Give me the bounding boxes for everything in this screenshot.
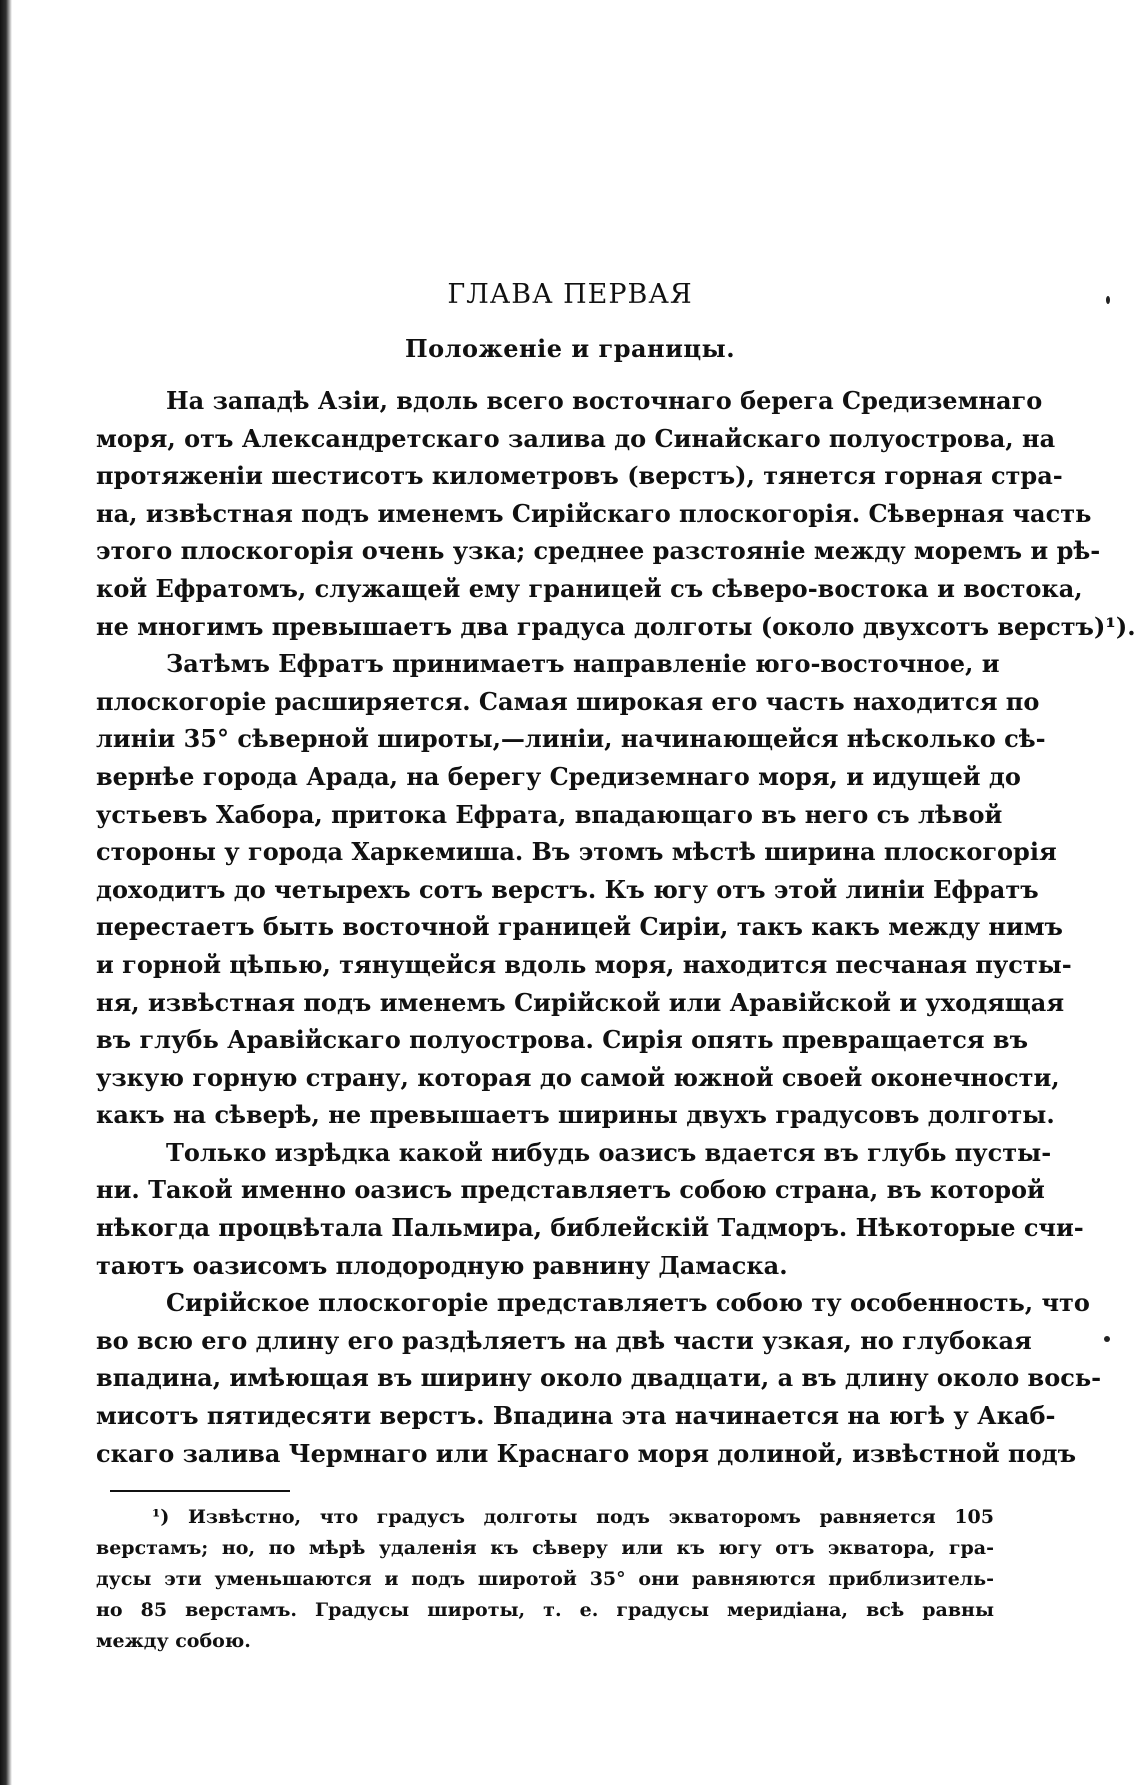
- text-line: не многимъ превышаетъ два градуса долготы (около двухсотъ верстъ)¹).: [96, 611, 1136, 641]
- text-line: ня, извѣстная подъ именемъ Сирійской или Аравійской и уходящая: [96, 987, 1065, 1017]
- footnote-line: верстамъ; но, по мѣрѣ удаленія къ сѣверу или къ югу отъ экватора, гра-: [96, 1537, 994, 1559]
- text-line: нѣкогда процвѣтала Пальмира, библейскій Тадморъ. Нѣкоторые счи-: [96, 1213, 1084, 1243]
- text-line: На западѣ Азіи, вдоль всего восточнаго берега Средиземнаго: [166, 386, 1043, 415]
- text-line: этого плоскогорія очень узка; среднее разстояніе между моремъ и рѣ-: [96, 536, 1101, 566]
- text-line: мисотъ пятидесяти верстъ. Впадина эта начинается на югѣ у Акаб-: [96, 1401, 1056, 1431]
- text-line: Сирійское плоскогоріе представляетъ собою ту особенность, что: [166, 1288, 1090, 1318]
- section-title: Положеніе и границы.: [404, 334, 736, 363]
- text-line: и горной цѣпью, тянущейся вдоль моря, находится песчаная пусты-: [96, 949, 1072, 979]
- binding-edge-shadow: [0, 0, 12, 1785]
- text-line: устьевъ Хабора, притока Ефрата, впадающаго въ него съ лѣвой: [96, 799, 1003, 829]
- footnotes: [96, 1502, 994, 1657]
- text-line: впадина, имѣющая въ ширину около двадцати, а въ длину около вось-: [96, 1363, 1102, 1393]
- text-line: скаго залива Чермнаго или Краснаго моря долиной, извѣстной подъ: [96, 1438, 1076, 1468]
- footnote-line: но 85 верстамъ. Градусы широты, т. е. градусы меридіана, всѣ равны: [96, 1599, 994, 1621]
- text-line: вернѣе города Арада, на берегу Средиземнаго моря, и идущей до: [96, 761, 1021, 791]
- text-line: ни. Такой именно оазисъ представляетъ собою страна, въ которой: [96, 1175, 1045, 1205]
- footnote-line: между собою.: [96, 1630, 251, 1652]
- text-line: какъ на сѣверѣ, не превышаетъ ширины двухъ градусовъ долготы.: [96, 1100, 1055, 1130]
- text-line: перестаетъ быть восточной границей Сиріи, такъ какъ между нимъ: [96, 912, 1063, 942]
- footnote-line: ¹) Извѣстно, что градусъ долготы подъ экваторомъ равняется 105: [152, 1506, 994, 1528]
- text-line: доходитъ до четырехъ сотъ верстъ. Къ югу отъ этой линіи Ефратъ: [96, 874, 1039, 904]
- text-line: на, извѣстная подъ именемъ Сирійскаго плоскогорія. Сѣверная часть: [96, 498, 1092, 528]
- text-line: Только изрѣдка какой нибудь оазисъ вдается въ глубь пусты-: [166, 1137, 1052, 1167]
- chapter-title: ГЛАВА ПЕРВАЯ: [447, 279, 693, 310]
- text-line: моря, отъ Александретскаго залива до Синайскаго полуострова, на: [96, 423, 1056, 453]
- text-line: таютъ оазисомъ плодородную равнину Дамаска.: [96, 1250, 788, 1280]
- scan-speck: [1104, 1336, 1110, 1342]
- text-line: протяженіи шестисотъ километровъ (верстъ), тянется горная стра-: [96, 461, 1063, 491]
- footnote-line: дусы эти уменьшаются и подъ широтой 35° они равняются приблизитель-: [96, 1568, 994, 1590]
- scan-speck: [1106, 296, 1110, 304]
- footnote-divider: [110, 1490, 290, 1492]
- text-line: стороны у города Харкемиша. Въ этомъ мѣстѣ ширина плоскогорія: [96, 837, 1057, 867]
- text-line: плоскогоріе расширяется. Самая широкая его часть находится по: [96, 686, 1040, 716]
- body-text: [96, 382, 1136, 1472]
- text-line: линіи 35° сѣверной широты,—линіи, начинающейся нѣсколько сѣ-: [96, 724, 1046, 754]
- text-line: узкую горную страну, которая до самой южной своей оконечности,: [96, 1062, 1060, 1092]
- text-line: Затѣмъ Ефратъ принимаетъ направленіе юго-восточное, и: [166, 649, 1000, 679]
- text-line: во всю его длину его раздѣляетъ на двѣ части узкая, но глубокая: [96, 1325, 1032, 1355]
- text-line: кой Ефратомъ, служащей ему границей съ сѣверо-востока и востока,: [96, 573, 1083, 603]
- text-line: въ глубь Аравійскаго полуострова. Сирія опять превращается въ: [96, 1025, 1028, 1055]
